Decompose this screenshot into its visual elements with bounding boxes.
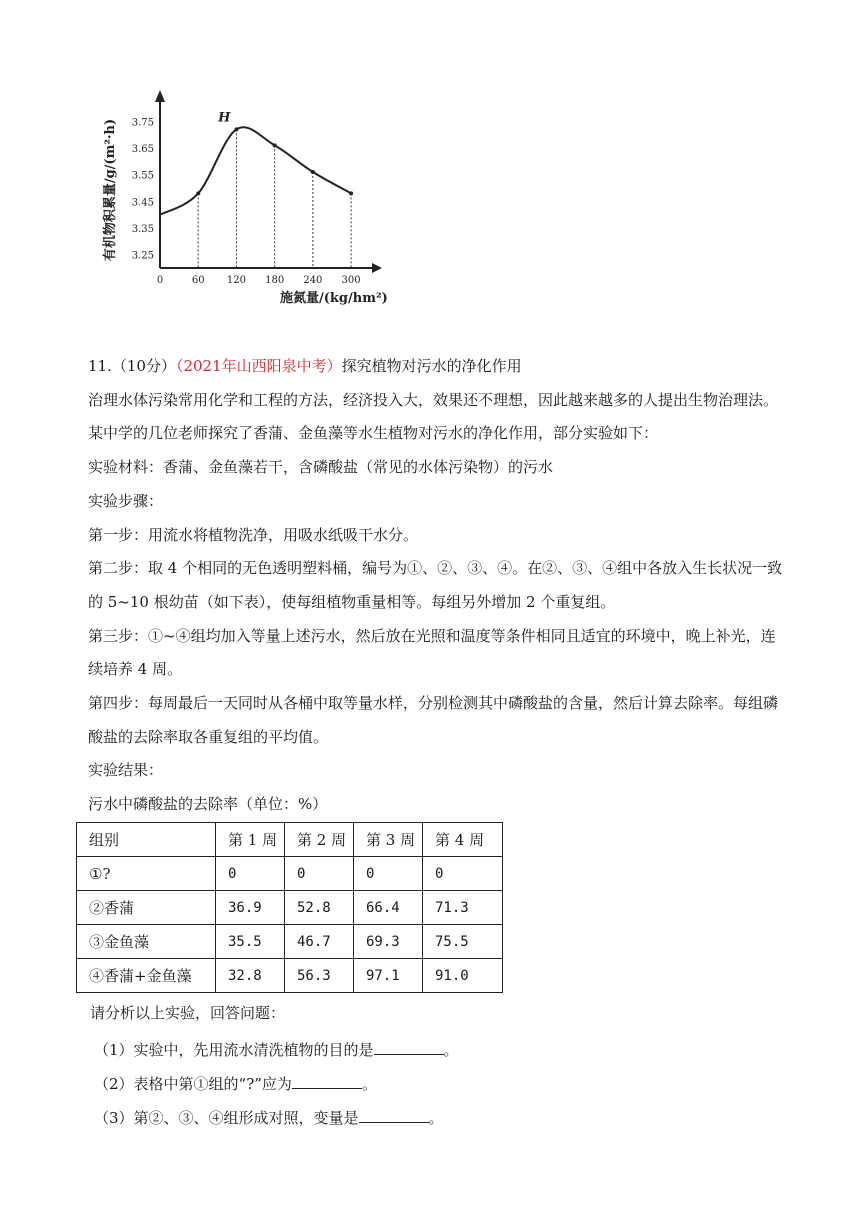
table-caption: 污水中磷酸盐的去除率（单位：%） (88, 795, 328, 813)
nitrogen-chart (90, 78, 420, 314)
y-axis-arrow (155, 90, 165, 102)
table-cell: 46.7 (285, 925, 354, 959)
y-tick-label: 3.55 (131, 170, 154, 182)
table-cell: 66.4 (354, 891, 423, 925)
chart-curve (160, 127, 351, 214)
steps-title: 实验步骤： (88, 492, 164, 510)
question-heading (88, 356, 522, 376)
question-3-text: （3）第②、③、④组形成对照，变量是 (94, 1109, 359, 1127)
x-tick-label: 120 (226, 275, 246, 286)
materials: 实验材料：香蒲、金鱼藻若干，含磷酸盐（常见的水体污染物）的污水 (88, 458, 554, 476)
step-4a: 第四步：每周最后一天同时从各桶中取等量水样，分别检测其中磷酸盐的含量，然后计算去除率。每组磷 (88, 694, 779, 712)
table-cell: 0 (423, 857, 503, 891)
y-tick-label: 3.45 (131, 197, 154, 209)
intro-line-1: 治理水体污染常用化学和工程的方法，经济投入大，效果还不理想，因此越来越多的人提出生物治理法。 (88, 391, 779, 409)
table-cell: 0 (216, 857, 285, 891)
table-cell: 35.5 (216, 925, 285, 959)
x-tick-label: 180 (265, 275, 285, 286)
data-point (349, 191, 353, 195)
x-tick-label: 60 (191, 275, 205, 286)
question-2-text: （2）表格中第①组的“?”应为 (94, 1075, 292, 1093)
table-cell: ②香蒲 (77, 891, 216, 925)
x-axis-arrow (372, 263, 382, 273)
step-1: 第一步：用流水将植物洗净，用吸水纸吸干水分。 (88, 526, 419, 544)
table-row (77, 959, 503, 993)
results-table (76, 822, 503, 993)
x-tick-label: 0 (156, 275, 164, 286)
chart-xlabel: 施氮量/(kg/hm²) (280, 291, 388, 306)
chart-ticks (132, 117, 361, 286)
question-1 (94, 1040, 459, 1060)
table-header: 第 2 周 (285, 823, 354, 857)
step-3a: 第三步：①~④组均加入等量上述污水，然后放在光照和温度等条件相同且适宜的环境中，晚上补光，连 (88, 627, 776, 645)
y-tick-label: 3.65 (131, 144, 154, 155)
chart-ylabel: 有机物积累量/g/(m²·h) (103, 118, 118, 262)
x-tick-label: 300 (341, 275, 361, 286)
chart-axes (155, 90, 382, 273)
table-cell: 32.8 (216, 959, 285, 993)
table-cell: 52.8 (285, 891, 354, 925)
x-tick-label: 240 (303, 275, 323, 286)
table-cell: 71.3 (423, 891, 503, 925)
answer-blank-3[interactable] (359, 1108, 429, 1123)
data-point (234, 127, 238, 131)
prompt: 请分析以上实验，回答问题： (90, 1004, 286, 1022)
step-2a: 第二步：取 4 个相同的无色透明塑料桶，编号为①、②、③、④。在②、③、④组中各放入生长状况一致 (88, 559, 783, 577)
table-cell: ①? (77, 857, 216, 891)
step-2b: 的 5~10 根幼苗（如下表），使每组植物重量相等。每组另外增加 2 个重复组。 (88, 593, 616, 611)
table-cell: 91.0 (423, 959, 503, 993)
table-header: 第 3 周 (354, 823, 423, 857)
table-cell: ③金鱼藻 (77, 925, 216, 959)
period: 。 (443, 1041, 459, 1059)
table-header: 第 4 周 (423, 823, 503, 857)
table-header: 第 1 周 (216, 823, 285, 857)
question-title: 探究植物对污水的净化作用 (341, 357, 522, 375)
table-cell: ④香蒲+金鱼藻 (77, 959, 216, 993)
question-3 (94, 1108, 444, 1128)
period: 。 (361, 1075, 377, 1093)
step-3b: 续培养 4 周。 (88, 660, 183, 678)
answer-blank-1[interactable] (374, 1040, 444, 1055)
y-tick-label: 3.25 (131, 250, 154, 262)
results-title: 实验结果： (88, 761, 164, 779)
table-cell: 69.3 (354, 925, 423, 959)
data-point (311, 170, 315, 174)
table-cell: 0 (354, 857, 423, 891)
question-2 (94, 1074, 377, 1094)
answer-blank-2[interactable] (292, 1074, 362, 1089)
chart-annotation: H (218, 110, 231, 126)
data-point (273, 143, 277, 147)
table-row (77, 857, 503, 891)
table-cell: 0 (285, 857, 354, 891)
question-1-text: （1）实验中，先用流水清洗植物的目的是 (94, 1041, 374, 1059)
intro-line-2: 某中学的几位老师探究了香蒲、金鱼藻等水生植物对污水的净化作用，部分实验如下： (88, 424, 659, 442)
table-header-row (77, 823, 503, 857)
question-number: 11.（10分） (88, 357, 176, 375)
table-cell: 97.1 (354, 959, 423, 993)
step-4b: 酸盐的去除率取各重复组的平均值。 (88, 728, 329, 746)
table-cell: 75.5 (423, 925, 503, 959)
period: 。 (428, 1109, 444, 1127)
y-tick-label: 3.75 (131, 117, 154, 129)
table-row (77, 891, 503, 925)
table-header: 组别 (77, 823, 216, 857)
y-tick-label: 3.35 (131, 224, 154, 235)
table-row (77, 925, 503, 959)
table-cell: 36.9 (216, 891, 285, 925)
data-point (196, 191, 200, 195)
question-source: （2021年山西阳泉中考） (175, 357, 342, 375)
table-cell: 56.3 (285, 959, 354, 993)
